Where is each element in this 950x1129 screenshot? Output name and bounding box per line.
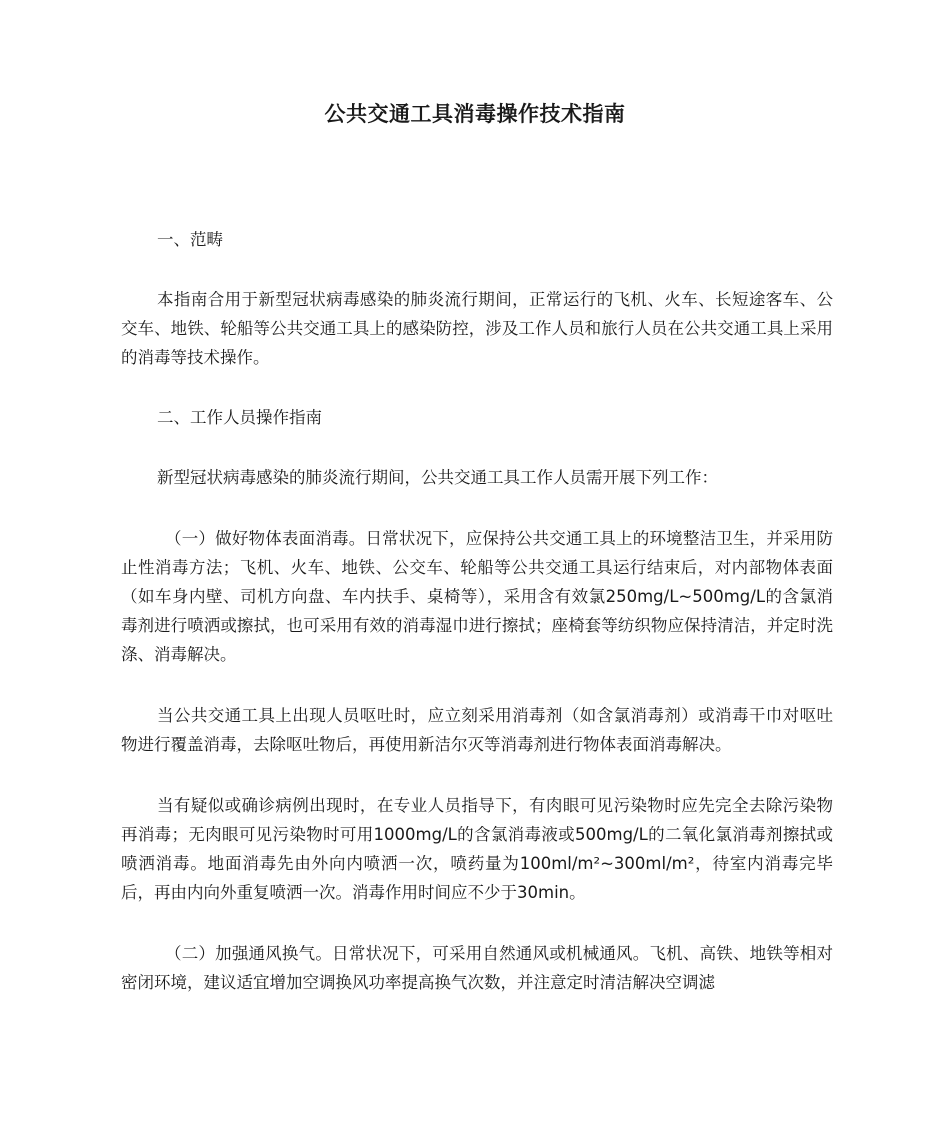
surface-disinfection-paragraph: （一）做好物体表面消毒。日常状况下，应保持公共交通工具上的环境整洁卫生，并采用防止性消毒方法；飞机、火车、地铁、公交车、轮船等公共交通工具运行结束后，对内部物体表面（如车身内壁、司机方向盘、车内扶手、桌椅等），采用含有效氯250mg/L~500mg/L的含氯消毒剂进行喷洒或擦拭，也可采用有效的消毒湿巾进行擦拭；座椅套等纺织物应保持清洁，并定时洗涤、消毒解决。 (121, 529, 833, 664)
section-1-heading: 一、范畴 (157, 230, 223, 249)
section-1-paragraph: 本指南合用于新型冠状病毒感染的肺炎流行期间，正常运行的飞机、火车、长短途客车、公交车、地铁、轮船等公共交通工具上的感染防控，涉及工作人员和旅行人员在公共交通工具上采用的消毒等技术操作。 (121, 290, 833, 367)
section-2-intro-paragraph: 新型冠状病毒感染的肺炎流行期间，公共交通工具工作人员需开展下列工作： (157, 468, 718, 487)
section-2-heading: 二、工作人员操作指南 (157, 408, 322, 427)
ventilation-paragraph: （二）加强通风换气。日常状况下，可采用自然通风或机械通风。飞机、高铁、地铁等相对密闭环境，建议适宜增加空调换风功率提高换气次数，并注意定时清洁解决空调滤 (121, 944, 833, 992)
vomit-handling-paragraph: 当公共交通工具上出现人员呕吐时，应立刻采用消毒剂（如含氯消毒剂）或消毒干巾对呕吐物进行覆盖消毒，去除呕吐物后，再使用新洁尔灭等消毒剂进行物体表面消毒解决。 (121, 706, 833, 754)
document-title: 公共交通工具消毒操作技术指南 (324, 102, 626, 126)
document-body (121, 226, 833, 997)
suspected-case-paragraph: 当有疑似或确诊病例出现时，在专业人员指导下，有肉眼可见污染物时应先完全去除污染物再消毒；无肉眼可见污染物时可用1000mg/L的含氯消毒液或500mg/L的二氧化氯消毒剂擦拭或喷洒消毒。地面消毒先由外向内喷洒一次，喷药量为100ml/m²~300ml/m²，待室内消毒完毕后，再由内向外重复喷洒一次。消毒作用时间应不少于30min。 (121, 796, 833, 902)
